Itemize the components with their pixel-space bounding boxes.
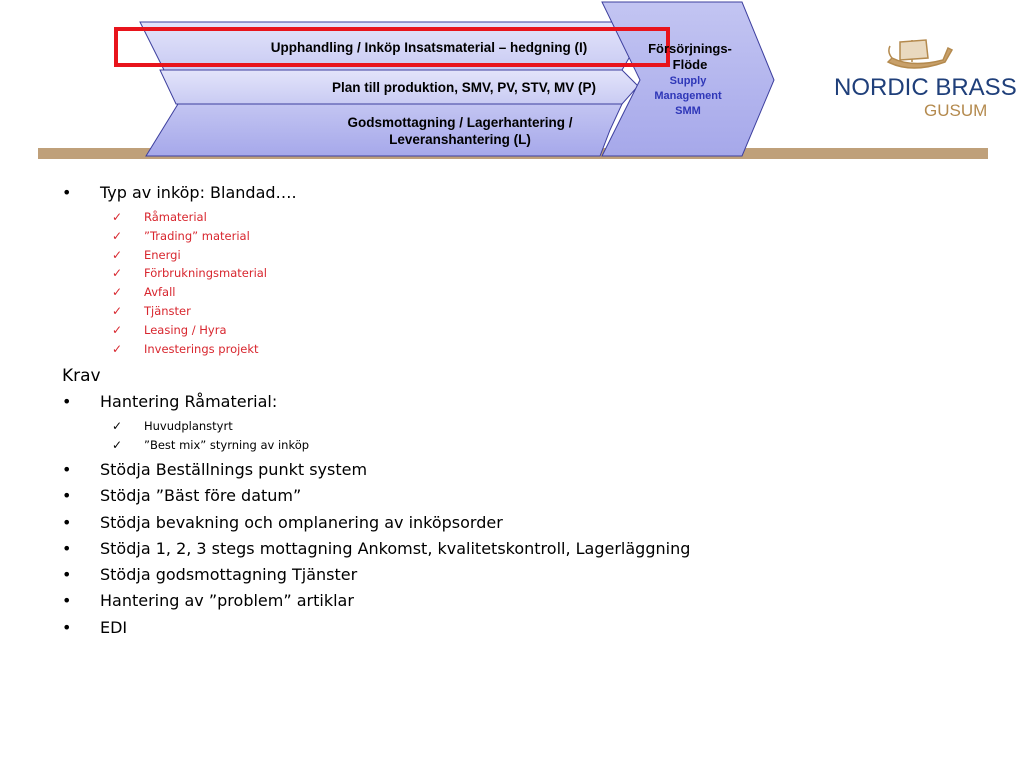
types-list — [62, 209, 1002, 359]
check-item — [62, 209, 1002, 228]
bullet-icon: • — [62, 486, 72, 506]
viking-ship-icon — [888, 40, 952, 68]
side-sub-line3: SMM — [675, 105, 701, 117]
checkmark-icon: ✓ — [112, 266, 123, 281]
side-sub-line1: Supply — [669, 75, 707, 87]
bullet-icon: • — [62, 565, 72, 585]
check-item-text: Förbrukningsmaterial — [144, 266, 268, 281]
check-item — [62, 303, 1002, 322]
check-item-text: Avfall — [144, 285, 176, 300]
bullet-item — [62, 459, 1002, 485]
side-title-line2: Flöde — [672, 57, 708, 72]
bullet-icon: • — [62, 459, 72, 479]
checkmark-icon: ✓ — [112, 247, 123, 262]
side-sub-line2: Management — [654, 90, 722, 102]
check-item — [62, 284, 1002, 303]
bullet-item — [62, 564, 1002, 590]
check-item-text: ”Trading” material — [144, 228, 250, 243]
band-1-label: Upphandling / Inköp Insatsmaterial – hedgning (I) — [270, 40, 588, 55]
check-item — [62, 437, 1002, 456]
checkmark-icon: ✓ — [112, 285, 123, 300]
bullet-icon: • — [62, 617, 72, 637]
logo-sub: GUSUM — [924, 101, 988, 120]
checkmark-icon: ✓ — [112, 341, 123, 356]
bullet-icon: • — [62, 183, 72, 202]
slide-content — [62, 182, 1002, 643]
band-3-label-line1: Godsmottagning / Lagerhantering / — [347, 115, 573, 130]
check-item — [62, 418, 1002, 437]
check-item — [62, 265, 1002, 284]
band-2-label: Plan till produktion, SMV, PV, STV, MV (P) — [331, 80, 597, 95]
check-item — [62, 228, 1002, 247]
bullet-text: Stödja 1, 2, 3 stegs mottagning Ankomst, kvalitetskontroll, Lagerläggning — [100, 538, 691, 558]
bullet-text: Stödja bevakning och omplanering av inköpsorder — [100, 512, 503, 532]
bullet-item — [62, 391, 1002, 415]
checkmark-icon: ✓ — [112, 419, 123, 434]
bullet-item — [62, 512, 1002, 538]
side-title-line1: Försörjnings- — [648, 41, 732, 56]
bullet-icon: • — [62, 392, 72, 412]
check-item-text: Investerings projekt — [144, 341, 259, 356]
band-3-label-line2: Leveranshantering (L) — [389, 132, 531, 147]
bullet-text: Hantering av ”problem” artiklar — [100, 591, 354, 611]
bullet-icon: • — [62, 512, 72, 532]
bullet-item — [62, 590, 1002, 616]
krav-rest-list — [62, 459, 1002, 643]
bullet-text: Typ av inköp: Blandad…. — [100, 183, 297, 202]
bullet-text: Stödja Beställnings punkt system — [100, 459, 368, 479]
bullet-text: Hantering Råmaterial: — [100, 392, 278, 412]
check-item-text: Huvudplanstyrt — [144, 419, 233, 434]
bullet-text: Stödja godsmottagning Tjänster — [100, 565, 358, 585]
check-item-text: Tjänster — [144, 303, 191, 318]
logo-name: NORDIC BRASS — [834, 74, 1017, 101]
bullet-item — [62, 182, 1002, 206]
check-item-text: ”Best mix” styrning av inköp — [144, 438, 310, 453]
bullet-item — [62, 485, 1002, 511]
checkmark-icon: ✓ — [112, 210, 123, 224]
check-item — [62, 247, 1002, 266]
check-item — [62, 322, 1002, 341]
checkmark-icon: ✓ — [112, 322, 123, 337]
check-item-text: Energi — [144, 247, 181, 262]
checkmark-icon: ✓ — [112, 438, 123, 453]
checkmark-icon: ✓ — [112, 303, 123, 318]
bullet-icon: • — [62, 591, 72, 611]
check-item-text: Leasing / Hyra — [144, 322, 227, 337]
check-item-text: Råmaterial — [144, 210, 207, 224]
krav-sub-list — [62, 418, 1002, 456]
bullet-text: EDI — [100, 617, 128, 637]
check-item — [62, 341, 1002, 360]
section-heading: Krav — [62, 366, 101, 387]
bullet-text: Stödja ”Bäst före datum” — [100, 486, 302, 506]
checkmark-icon: ✓ — [112, 228, 123, 243]
bullet-icon: • — [62, 538, 72, 558]
bullet-item — [62, 617, 1002, 643]
bullet-item — [62, 538, 1002, 564]
